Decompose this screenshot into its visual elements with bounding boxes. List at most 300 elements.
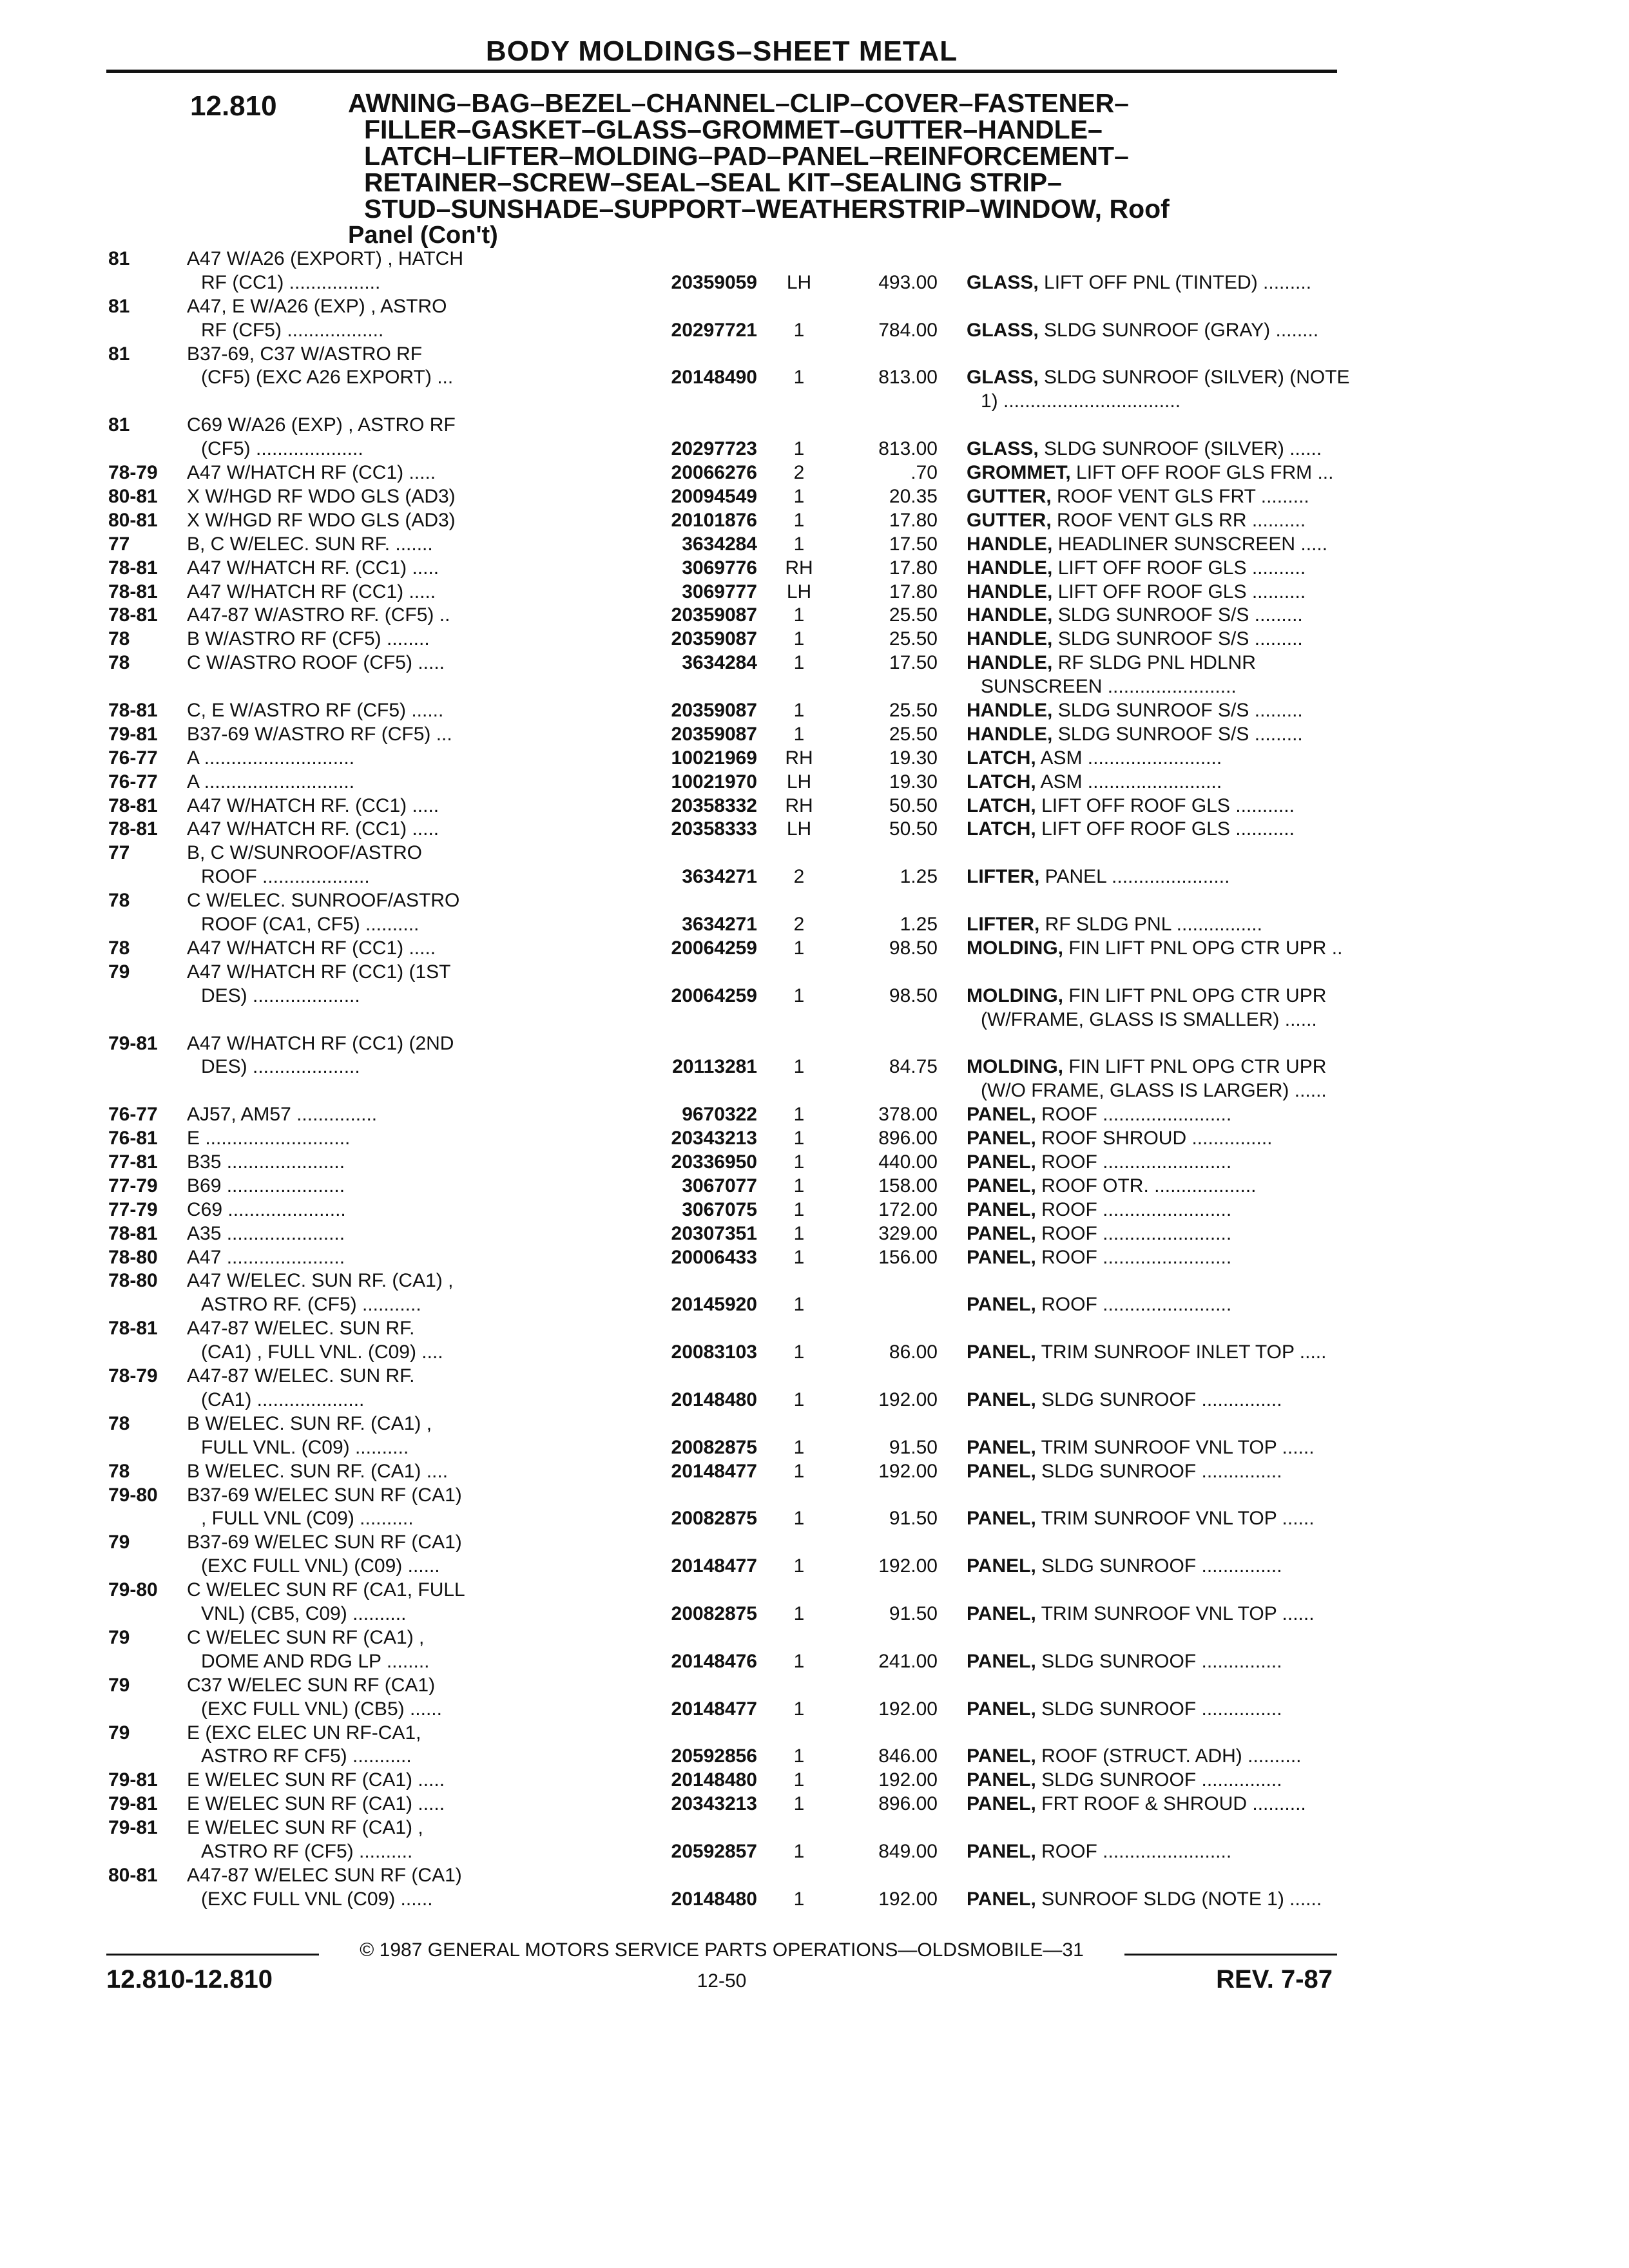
row-part-number: 3634271 <box>682 866 757 888</box>
row-years: 78 <box>108 652 130 674</box>
table-row <box>106 794 1344 818</box>
row-application <box>187 1460 631 1484</box>
application-line: (CF5) .................... <box>201 438 363 460</box>
application-line: ASTRO RF. (CF5) ........... <box>201 1294 421 1316</box>
part-name-line <box>967 533 1424 557</box>
row-part-number: 20592857 <box>671 1840 757 1862</box>
row-price: 329.00 <box>878 1222 938 1244</box>
application-line: A47 W/HATCH RF. (CC1) ..... <box>187 794 439 816</box>
row-price: 86.00 <box>889 1341 938 1363</box>
row-quantity: 1 <box>793 1436 805 1458</box>
part-name-detail: TRIM SUNROOF VNL TOP ...... <box>1041 1603 1315 1624</box>
row-application <box>187 1175 631 1198</box>
row-quantity: 1 <box>793 1555 805 1577</box>
row-price: .70 <box>911 462 938 484</box>
row-price: 91.50 <box>889 1436 938 1458</box>
part-name-line: (W/O FRAME, GLASS IS LARGER) ...... <box>981 1080 1327 1102</box>
row-price: 192.00 <box>878 1888 938 1910</box>
part-name-line <box>967 1792 1424 1816</box>
part-name-keyword: PANEL, <box>967 1793 1036 1815</box>
row-application <box>187 1674 631 1722</box>
application-line: C69 W/A26 (EXP) , ASTRO RF <box>187 414 456 436</box>
row-years: 77 <box>108 533 130 555</box>
row-application <box>187 1032 631 1104</box>
application-line: A47, E W/A26 (EXP) , ASTRO <box>187 295 447 317</box>
row-part-number: 20148480 <box>671 1769 757 1791</box>
header-rule <box>106 70 1337 73</box>
row-quantity: 1 <box>793 1793 805 1815</box>
row-part-number: 20358333 <box>671 818 757 840</box>
table-row <box>106 247 1344 295</box>
part-name-line <box>967 1222 1424 1246</box>
row-part-number: 3634271 <box>682 914 757 936</box>
table-row <box>106 651 1344 699</box>
row-application <box>187 1769 631 1792</box>
row-years: 78-81 <box>108 604 158 626</box>
row-quantity: 1 <box>793 1056 805 1078</box>
part-name-line <box>967 985 1424 1008</box>
row-part-number: 20307351 <box>671 1222 757 1244</box>
part-name-line <box>967 937 1424 961</box>
row-part-name <box>967 699 1424 723</box>
part-name-line <box>967 913 1424 937</box>
row-years: 76-77 <box>108 771 158 793</box>
part-name-detail: SLDG SUNROOF ............... <box>1041 1698 1282 1720</box>
row-part-name <box>967 1460 1424 1484</box>
row-part-name <box>967 818 1424 841</box>
row-years: 78-81 <box>108 700 158 721</box>
row-price: 849.00 <box>878 1840 938 1862</box>
row-application <box>187 1816 631 1864</box>
row-quantity: 1 <box>793 1341 805 1363</box>
row-part-number: 20113281 <box>672 1056 757 1078</box>
application-line: (CF5) (EXC A26 EXPORT) ... <box>201 367 454 389</box>
section-number: 12.810 <box>190 90 277 122</box>
part-name-line <box>967 271 1424 295</box>
row-part-name <box>967 1650 1424 1674</box>
footer-section-range: 12.810-12.810 <box>106 1965 273 1994</box>
application-line: A47 W/HATCH RF (CC1) (1ST <box>187 961 451 983</box>
row-quantity: 2 <box>793 914 805 936</box>
row-part-number: 20359087 <box>671 700 757 721</box>
part-name-keyword: PANEL, <box>967 1436 1036 1458</box>
row-part-name <box>967 1792 1424 1816</box>
row-price: 19.30 <box>889 771 938 793</box>
row-quantity: 1 <box>793 319 805 341</box>
part-name-line <box>967 1602 1424 1626</box>
row-part-name <box>967 794 1424 818</box>
part-name-detail: PANEL ...................... <box>1045 866 1230 888</box>
part-name-keyword: MOLDING, <box>967 937 1063 959</box>
row-years: 78-80 <box>108 1270 158 1292</box>
part-name-line <box>967 1175 1424 1198</box>
row-part-name <box>967 1293 1424 1317</box>
application-line: B69 ...................... <box>187 1175 345 1196</box>
part-name-keyword: HANDLE, <box>967 652 1053 674</box>
application-line: A47-87 W/ELEC. SUN RF. <box>187 1318 415 1340</box>
part-name-detail: SLDG SUNROOF (SILVER) (NOTE <box>1044 367 1350 389</box>
table-row <box>106 557 1344 581</box>
row-quantity: 2 <box>793 866 805 888</box>
application-line: A47-87 W/ELEC SUN RF (CA1) <box>187 1864 462 1886</box>
part-name-detail: ROOF VENT GLS FRT ......... <box>1057 485 1309 507</box>
row-quantity: LH <box>786 771 812 793</box>
row-years: 79-81 <box>108 723 158 745</box>
part-name-detail: SLDG SUNROOF ............... <box>1041 1460 1282 1482</box>
row-application <box>187 1579 631 1626</box>
part-name-line <box>967 1389 1424 1412</box>
part-name-keyword: HANDLE, <box>967 604 1053 626</box>
part-name-keyword: GLASS, <box>967 271 1039 293</box>
part-name-line: SUNSCREEN ........................ <box>981 676 1237 698</box>
row-part-name <box>967 319 1424 343</box>
row-price: 192.00 <box>878 1555 938 1577</box>
part-name-detail: FIN LIFT PNL OPG CTR UPR <box>1068 1056 1327 1078</box>
part-name-detail: LIFT OFF ROOF GLS .......... <box>1057 581 1306 602</box>
section-subtitle: Panel (Con't) <box>348 222 498 249</box>
row-part-name <box>967 557 1424 581</box>
application-line: B37-69 W/ASTRO RF (CF5) ... <box>187 723 452 745</box>
row-quantity: 1 <box>793 1603 805 1624</box>
part-name-line <box>967 723 1424 747</box>
row-quantity: RH <box>785 557 813 579</box>
row-years: 79-81 <box>108 1793 158 1815</box>
row-quantity: RH <box>785 747 813 769</box>
table-row <box>106 485 1344 509</box>
application-line: ROOF .................... <box>201 866 370 888</box>
part-name-detail: LIFT OFF ROOF GLS FRM ... <box>1076 462 1334 484</box>
part-name-keyword: PANEL, <box>967 1198 1036 1220</box>
part-name-detail: SLDG SUNROOF ............... <box>1041 1650 1282 1672</box>
application-line: B W/ASTRO RF (CF5) ........ <box>187 628 430 650</box>
row-application <box>187 1103 631 1127</box>
row-years: 78 <box>108 890 130 912</box>
row-price: 25.50 <box>889 628 938 650</box>
part-name-detail: ROOF SHROUD ............... <box>1041 1128 1273 1149</box>
part-name-detail: FIN LIFT PNL OPG CTR UPR .. <box>1068 937 1343 959</box>
application-line: C37 W/ELEC SUN RF (CA1) <box>187 1674 436 1696</box>
part-name-detail: SUNROOF SLDG (NOTE 1) ...... <box>1041 1888 1322 1910</box>
application-line: (EXC FULL VNL) (C09) ...... <box>201 1555 440 1577</box>
part-name-keyword: LIFTER, <box>967 914 1040 936</box>
part-name-keyword: GLASS, <box>967 367 1039 389</box>
application-line: , FULL VNL (C09) .......... <box>201 1508 414 1530</box>
row-part-name <box>967 271 1424 295</box>
part-name-keyword: PANEL, <box>967 1460 1036 1482</box>
row-price: 17.80 <box>889 581 938 602</box>
part-name-detail: SLDG SUNROOF S/S ......... <box>1057 604 1303 626</box>
row-application <box>187 1864 631 1912</box>
part-name-keyword: HANDLE, <box>967 557 1053 579</box>
row-price: 192.00 <box>878 1389 938 1410</box>
row-quantity: 1 <box>793 1151 805 1173</box>
application-line: X W/HGD RF WDO GLS (AD3) <box>187 509 456 531</box>
row-quantity: LH <box>786 271 812 293</box>
part-name-line <box>967 1436 1424 1460</box>
row-part-number: 20297721 <box>671 319 757 341</box>
application-line: ROOF (CA1, CF5) .......... <box>201 914 419 936</box>
table-row <box>106 1579 1344 1626</box>
part-name-detail: ROOF (STRUCT. ADH) .......... <box>1041 1745 1302 1767</box>
row-years: 79-80 <box>108 1484 158 1506</box>
part-name-line <box>967 747 1424 771</box>
row-part-name <box>967 1341 1424 1365</box>
row-application <box>187 414 631 461</box>
row-years: 80-81 <box>108 1864 158 1886</box>
part-name-line <box>967 628 1424 651</box>
part-name-line <box>967 1198 1424 1222</box>
row-part-name <box>967 581 1424 604</box>
part-name-detail: RF SLDG PNL HDLNR <box>1057 652 1256 674</box>
table-row <box>106 581 1344 604</box>
row-part-number: 20343213 <box>671 1128 757 1149</box>
row-part-name <box>967 1389 1424 1412</box>
part-name-detail: ROOF ........................ <box>1041 1246 1232 1268</box>
table-row <box>106 1722 1344 1769</box>
row-application <box>187 1246 631 1270</box>
row-years: 78-81 <box>108 557 158 579</box>
part-name-keyword: PANEL, <box>967 1246 1036 1268</box>
row-price: 50.50 <box>889 818 938 840</box>
part-name-detail: SLDG SUNROOF (SILVER) ...... <box>1044 438 1322 460</box>
row-part-name <box>967 485 1424 509</box>
row-part-number: 20148490 <box>671 367 757 389</box>
row-price: 192.00 <box>878 1460 938 1482</box>
row-years: 78 <box>108 1460 130 1482</box>
row-price: 784.00 <box>878 319 938 341</box>
table-row <box>106 343 1350 414</box>
application-line: VNL) (CB5, C09) .......... <box>201 1603 407 1624</box>
application-line: AJ57, AM57 ............... <box>187 1104 378 1126</box>
row-part-name <box>967 1055 1424 1103</box>
row-years: 81 <box>108 343 130 365</box>
part-name-line <box>967 437 1424 461</box>
row-part-number: 20359087 <box>671 628 757 650</box>
row-years: 76-81 <box>108 1128 158 1149</box>
row-price: 1.25 <box>900 866 938 888</box>
row-price: 98.50 <box>889 985 938 1006</box>
row-years: 78-81 <box>108 1318 158 1340</box>
part-name-keyword: MOLDING, <box>967 1056 1063 1078</box>
part-name-line: (W/FRAME, GLASS IS SMALLER) ...... <box>981 1008 1317 1030</box>
row-years: 78-81 <box>108 1222 158 1244</box>
table-row <box>106 723 1344 747</box>
row-application <box>187 651 631 699</box>
part-name-line <box>967 651 1424 675</box>
row-part-number: 20297723 <box>671 438 757 460</box>
application-line: A47 W/HATCH RF. (CC1) ..... <box>187 818 439 840</box>
row-years: 78 <box>108 1412 130 1434</box>
row-years: 80-81 <box>108 485 158 507</box>
part-name-detail: ROOF ........................ <box>1041 1294 1232 1316</box>
row-part-number: 20148476 <box>671 1650 757 1672</box>
application-line: B W/ELEC. SUN RF. (CA1) , <box>187 1412 432 1434</box>
table-row <box>106 1175 1344 1198</box>
row-price: 813.00 <box>878 367 938 389</box>
application-line <box>187 1079 631 1103</box>
part-name-detail: SLDG SUNROOF S/S ......... <box>1057 700 1303 721</box>
row-quantity: 1 <box>793 604 805 626</box>
row-part-name <box>967 913 1424 937</box>
table-row <box>106 1484 1344 1532</box>
table-row <box>106 699 1344 723</box>
row-years: 79 <box>108 1626 130 1648</box>
row-quantity: 1 <box>793 1460 805 1482</box>
row-years: 78-81 <box>108 581 158 602</box>
application-line <box>187 1008 631 1032</box>
table-row <box>106 1246 1344 1270</box>
part-name-detail: LIFT OFF ROOF GLS ........... <box>1041 818 1295 840</box>
row-price: 846.00 <box>878 1745 938 1767</box>
row-application <box>187 1412 631 1460</box>
row-quantity: 1 <box>793 438 805 460</box>
part-name-keyword: HANDLE, <box>967 581 1053 602</box>
row-quantity: 1 <box>793 1508 805 1530</box>
application-line: DES) .................... <box>201 985 360 1006</box>
part-name-detail: HEADLINER SUNSCREEN ..... <box>1057 533 1328 555</box>
footer-rule-left <box>106 1954 319 1956</box>
table-row <box>106 841 1344 889</box>
part-name-keyword: PANEL, <box>967 1151 1036 1173</box>
part-name-keyword: GUTTER, <box>967 485 1052 507</box>
application-line: A47 W/HATCH RF. (CC1) ..... <box>187 557 439 579</box>
part-name-keyword: HANDLE, <box>967 700 1053 721</box>
table-row <box>106 818 1344 841</box>
parts-list <box>106 247 1350 1912</box>
table-row <box>106 604 1344 628</box>
row-years: 76-77 <box>108 1104 158 1126</box>
application-line: (CA1) , FULL VNL. (C09) .... <box>201 1341 443 1363</box>
part-name-detail: FRT ROOF & SHROUD .......... <box>1041 1793 1306 1815</box>
part-name-detail: ROOF ........................ <box>1041 1151 1232 1173</box>
table-row <box>106 1674 1344 1722</box>
table-row <box>106 461 1344 485</box>
row-part-number: 20358332 <box>671 794 757 816</box>
row-part-number: 20359059 <box>671 271 757 293</box>
table-row <box>106 1864 1344 1912</box>
row-quantity: 1 <box>793 1745 805 1767</box>
application-line: A47-87 W/ELEC. SUN RF. <box>187 1365 415 1387</box>
row-part-name <box>967 747 1424 771</box>
row-part-name <box>967 628 1424 651</box>
row-part-name <box>967 1175 1424 1198</box>
row-part-number: 20064259 <box>671 985 757 1006</box>
row-price: 1.25 <box>900 914 938 936</box>
part-name-line <box>967 1103 1424 1127</box>
row-application <box>187 581 631 604</box>
row-application <box>187 1222 631 1246</box>
row-application <box>187 485 631 509</box>
row-application <box>187 723 631 747</box>
part-name-detail: ROOF VENT GLS RR .......... <box>1057 509 1306 531</box>
row-price: 17.80 <box>889 557 938 579</box>
application-line: C W/ELEC. SUNROOF/ASTRO <box>187 890 460 912</box>
row-application <box>187 509 631 533</box>
application-line: E W/ELEC SUN RF (CA1) ..... <box>187 1793 445 1815</box>
row-quantity: 1 <box>793 485 805 507</box>
row-price: 17.50 <box>889 533 938 555</box>
table-row <box>106 509 1344 533</box>
row-part-number: 20148477 <box>671 1460 757 1482</box>
row-part-name <box>967 985 1424 1032</box>
row-price: 17.80 <box>889 509 938 531</box>
application-line: C W/ELEC SUN RF (CA1, FULL <box>187 1579 465 1601</box>
row-price: 98.50 <box>889 937 938 959</box>
application-line: B35 ...................... <box>187 1151 345 1173</box>
row-application <box>187 1269 631 1317</box>
application-line: B37-69 W/ELEC SUN RF (CA1) <box>187 1532 462 1553</box>
section-title-line: LATCH–LIFTER–MOLDING–PAD–PANEL–REINFORCEMENT– <box>364 141 1129 171</box>
part-name-line <box>967 865 1424 889</box>
application-line: (EXC FULL VNL (C09) ...... <box>201 1888 433 1910</box>
row-application <box>187 604 631 628</box>
part-name-line <box>967 1840 1424 1864</box>
table-row <box>106 1127 1344 1151</box>
application-line: RF (CC1) ................. <box>201 271 381 293</box>
copyright-notice: © 1987 GENERAL MOTORS SERVICE PARTS OPERATIONS—OLDSMOBILE—31 <box>360 1939 1084 1961</box>
row-price: 25.50 <box>889 723 938 745</box>
row-years: 77-81 <box>108 1151 158 1173</box>
part-name-keyword: LATCH, <box>967 771 1036 793</box>
row-price: 19.30 <box>889 747 938 769</box>
row-part-name <box>967 366 1424 414</box>
row-years: 78-81 <box>108 794 158 816</box>
part-name-keyword: LIFTER, <box>967 866 1040 888</box>
row-quantity: 1 <box>793 509 805 531</box>
part-name-line <box>967 1745 1424 1769</box>
row-part-number: 20148480 <box>671 1888 757 1910</box>
row-price: 158.00 <box>878 1175 938 1196</box>
row-part-number: 20359087 <box>671 723 757 745</box>
row-part-number: 20148477 <box>671 1698 757 1720</box>
part-name-detail: ROOF ........................ <box>1041 1840 1232 1862</box>
application-line: B, C W/ELEC. SUN RF. ....... <box>187 533 433 555</box>
application-line: B W/ELEC. SUN RF. (CA1) .... <box>187 1460 448 1482</box>
table-row <box>106 1460 1344 1484</box>
table-row <box>106 1792 1344 1816</box>
application-line: ASTRO RF (CF5) .......... <box>201 1840 413 1862</box>
table-row <box>106 1412 1344 1460</box>
row-price: 91.50 <box>889 1603 938 1624</box>
page-header: BODY MOLDINGS–SHEET METAL <box>485 35 958 67</box>
application-line: C W/ELEC SUN RF (CA1) , <box>187 1626 425 1648</box>
row-application <box>187 247 631 295</box>
table-row <box>106 628 1344 651</box>
row-quantity: 1 <box>793 1698 805 1720</box>
row-price: 493.00 <box>878 271 938 293</box>
row-part-number: 20066276 <box>671 462 757 484</box>
part-name-keyword: PANEL, <box>967 1128 1036 1149</box>
application-line: B37-69, C37 W/ASTRO RF <box>187 343 423 365</box>
row-part-name <box>967 1198 1424 1222</box>
application-line: E ........................... <box>187 1128 351 1149</box>
row-part-number: 20359087 <box>671 604 757 626</box>
row-part-name <box>967 1888 1424 1912</box>
application-line: E (EXC ELEC UN RF-CA1, <box>187 1722 421 1744</box>
row-price: 84.75 <box>889 1056 938 1078</box>
row-application <box>187 343 631 414</box>
part-name-line <box>967 557 1424 581</box>
row-quantity: 1 <box>793 1246 805 1268</box>
row-part-number: 20148477 <box>671 1555 757 1577</box>
application-line: X W/HGD RF WDO GLS (AD3) <box>187 485 456 507</box>
application-line <box>187 390 631 414</box>
part-name-keyword: PANEL, <box>967 1341 1036 1363</box>
row-application <box>187 557 631 581</box>
part-name-line <box>967 1888 1424 1912</box>
row-part-number: 20006433 <box>671 1246 757 1268</box>
row-price: 17.50 <box>889 652 938 674</box>
